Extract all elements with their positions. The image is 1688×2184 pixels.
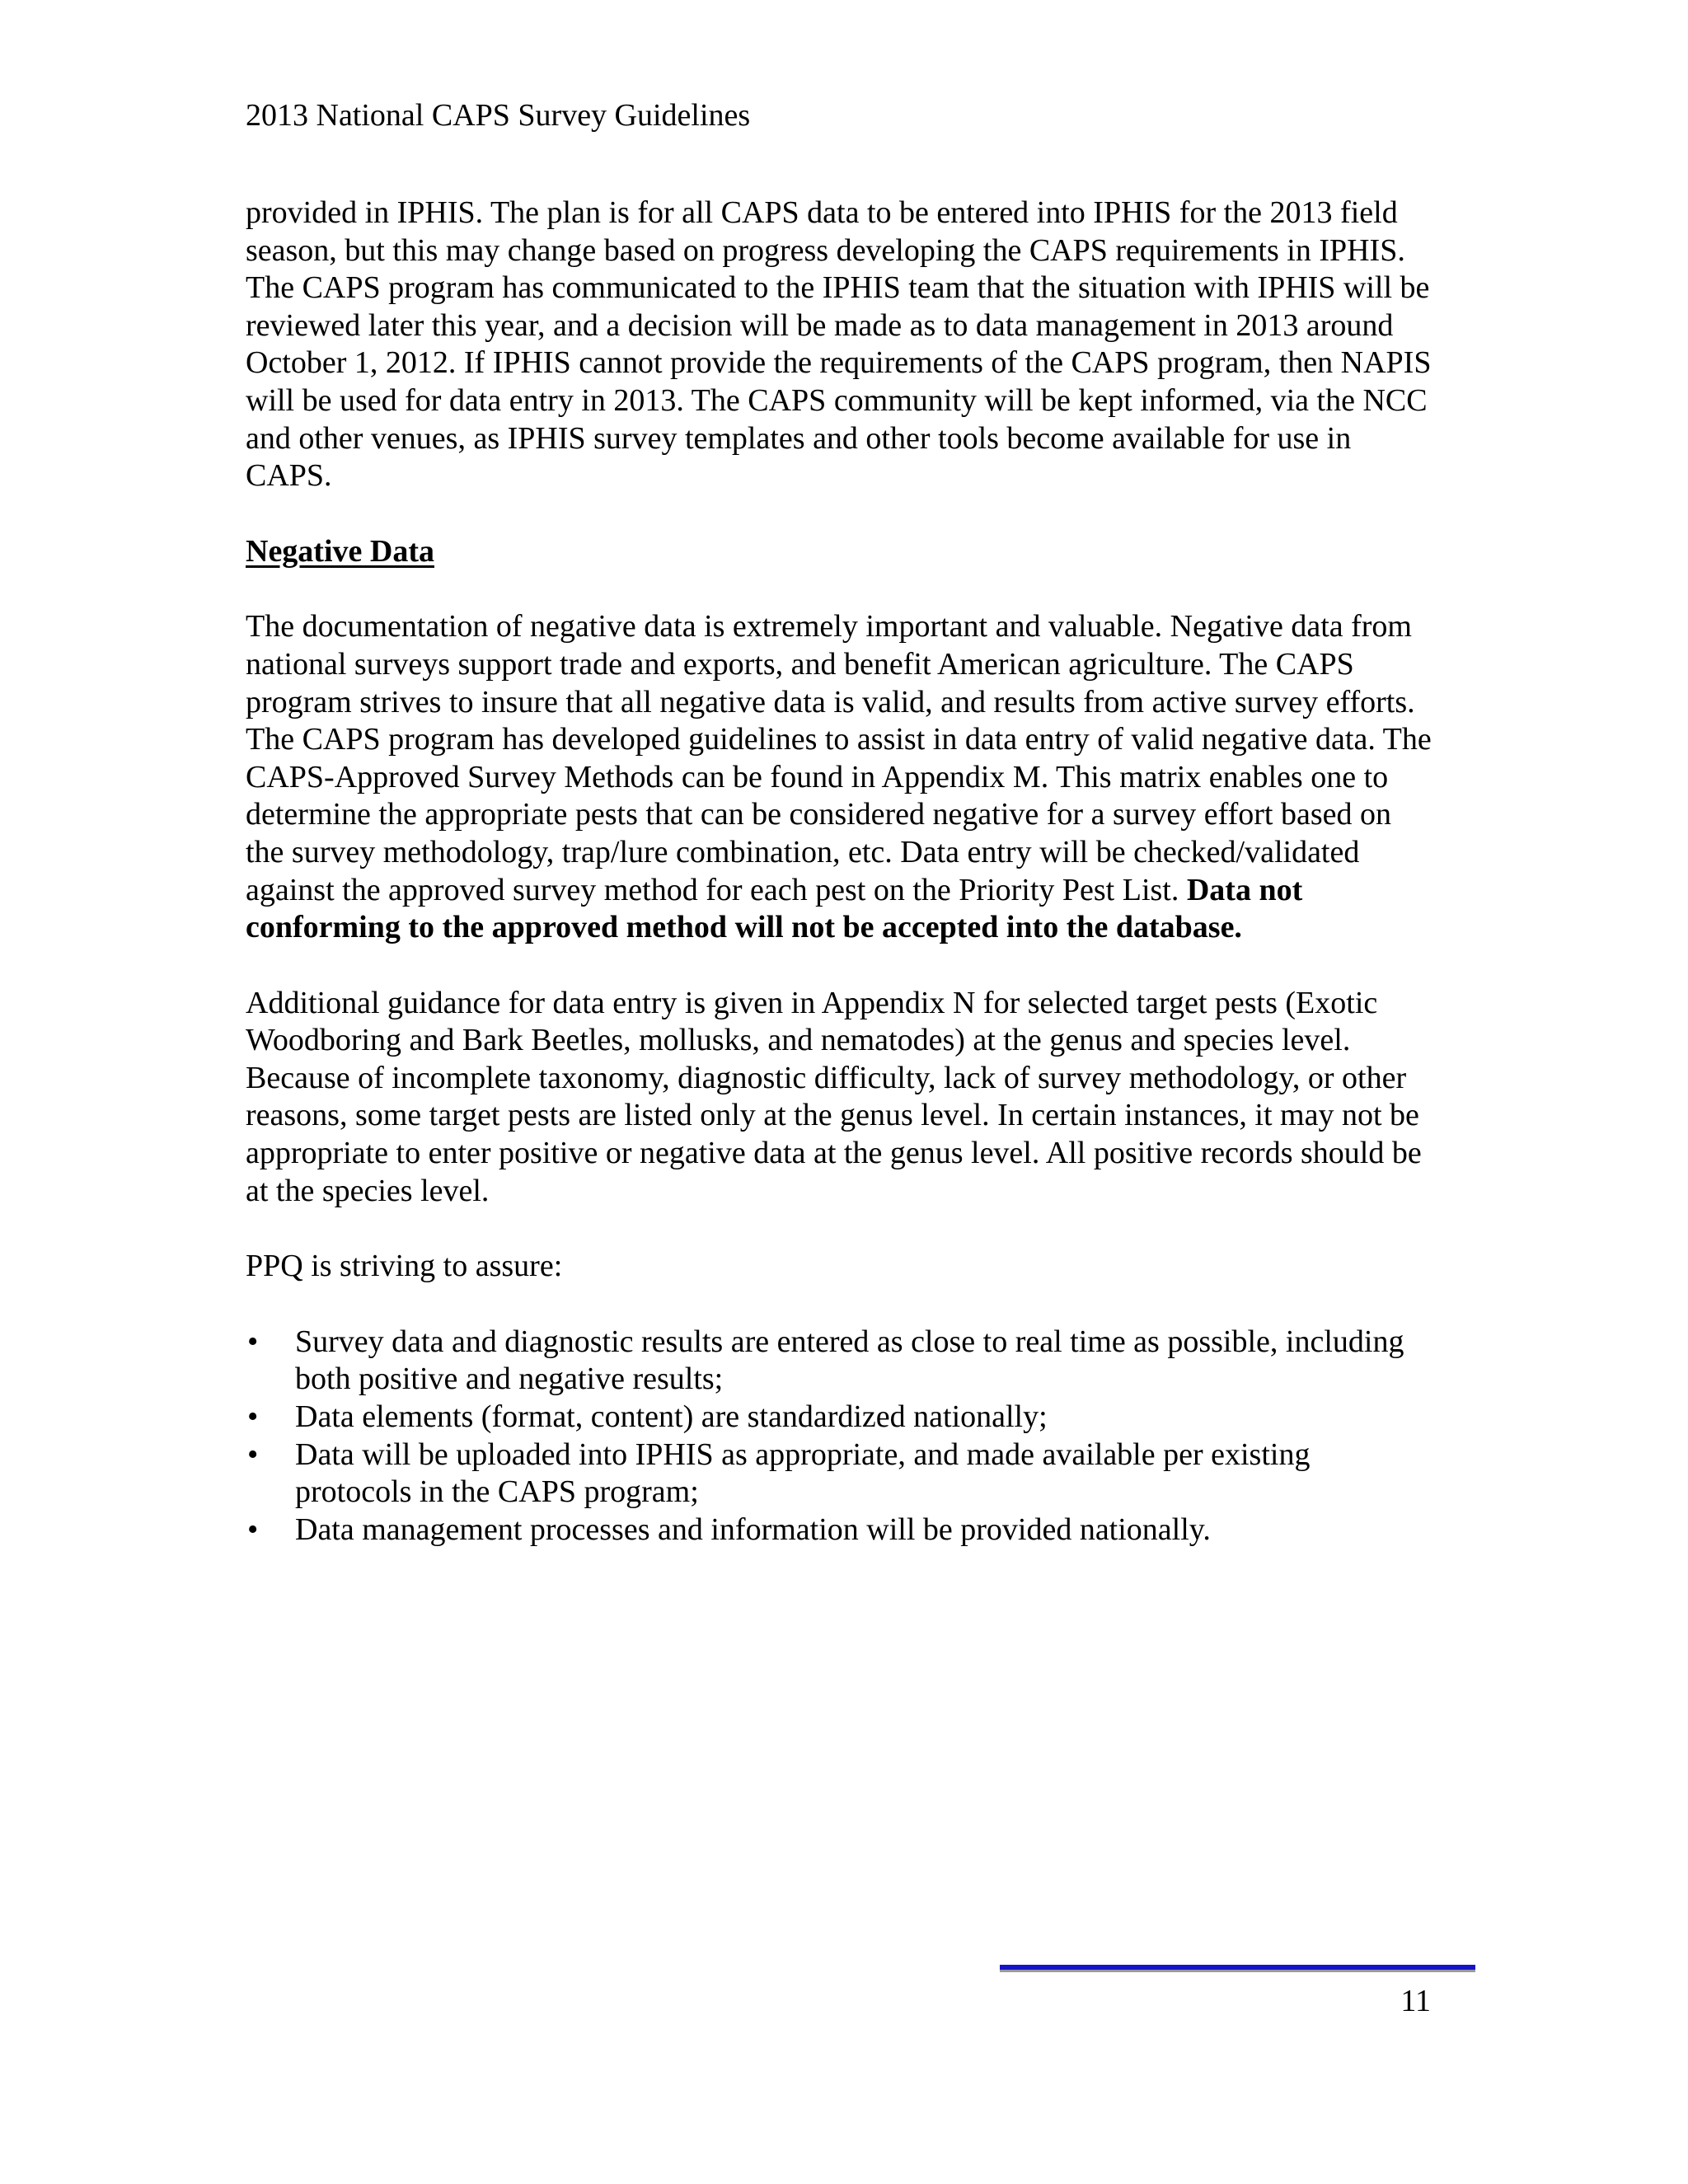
list-item [246, 1436, 1432, 1511]
page-number: 11 [1400, 1984, 1431, 2018]
list-item-text: Data will be uploaded into IPHIS as appropriate, and made available per existing protocols in the CAPS program; [295, 1436, 1311, 1510]
list-item-text: Data management processes and information will be provided nationally. [295, 1511, 1211, 1547]
negative-data-paragraph-text: The documentation of negative data is extremely important and valuable. Negative data from national surveys support trade and exports, and benefit American agriculture. The CAPS program strives to insure that all negative data is valid, and results from active survey efforts. The CAPS program has developed guidelines to assist in data entry of valid negative data. The CAPS-Approved Survey Methods can be found in Appendix M. This matrix enables one to determine the appropriate pests that can be considered negative for a survey effort based on the survey methodology, trap/lure combination, etc. Data entry will be checked/validated against the approved survey method for each pest on the Priority Pest List. [246, 609, 1432, 907]
running-header: 2013 National CAPS Survey Guidelines [246, 98, 751, 133]
additional-guidance-paragraph: Additional guidance for data entry is given in Appendix N for selected target pests (Exotic Woodboring and Bark Beetles, mollusks, and nematodes) at the genus and species level. Because of incomplete taxonomy, diagnostic difficulty, lack of survey methodology, or other reasons, some target pests are listed only at the genus level. In certain instances, it may not be appropriate to enter positive or negative data at the genus level. All positive records should be at the species level. [246, 985, 1422, 1208]
bullet-icon: • [247, 1436, 259, 1472]
list-item [246, 1511, 1432, 1549]
list-item [246, 1324, 1432, 1399]
negative-data-paragraph [246, 608, 1432, 946]
ppq-bullet-list [246, 1324, 1432, 1549]
ppq-intro-paragraph: PPQ is striving to assure: [246, 1249, 563, 1284]
list-item [246, 1399, 1432, 1436]
bullet-icon: • [247, 1511, 259, 1547]
list-item-text: Survey data and diagnostic results are entered as close to real time as possible, including both positive and negative results; [295, 1324, 1404, 1397]
intro-paragraph: provided in IPHIS. The plan is for all CAPS data to be entered into IPHIS for the 2013 field season, but this may change based on progress developing the CAPS requirements in IPHIS. The CAPS program has communicated to the IPHIS team that the situation with IPHIS will be reviewed later this year, and a decision will be made as to data management in 2013 around October 1, 2012. If IPHIS cannot provide the requirements of the CAPS program, then NAPIS will be used for data entry in 2013. The CAPS community will be kept informed, via the NCC and other venues, as IPHIS survey templates and other tools become available for use in CAPS. [246, 195, 1432, 494]
list-item-text: Data elements (format, content) are standardized nationally; [295, 1399, 1048, 1435]
section-heading-negative-data: Negative Data [246, 533, 434, 569]
negative-data-bold-statement: Data not conforming to the approved method will not be accepted into the database. [246, 872, 1303, 945]
bullet-icon: • [247, 1324, 259, 1359]
page-content [246, 194, 1432, 1549]
footer-rule [1000, 1965, 1475, 1972]
bullet-icon: • [247, 1399, 259, 1435]
